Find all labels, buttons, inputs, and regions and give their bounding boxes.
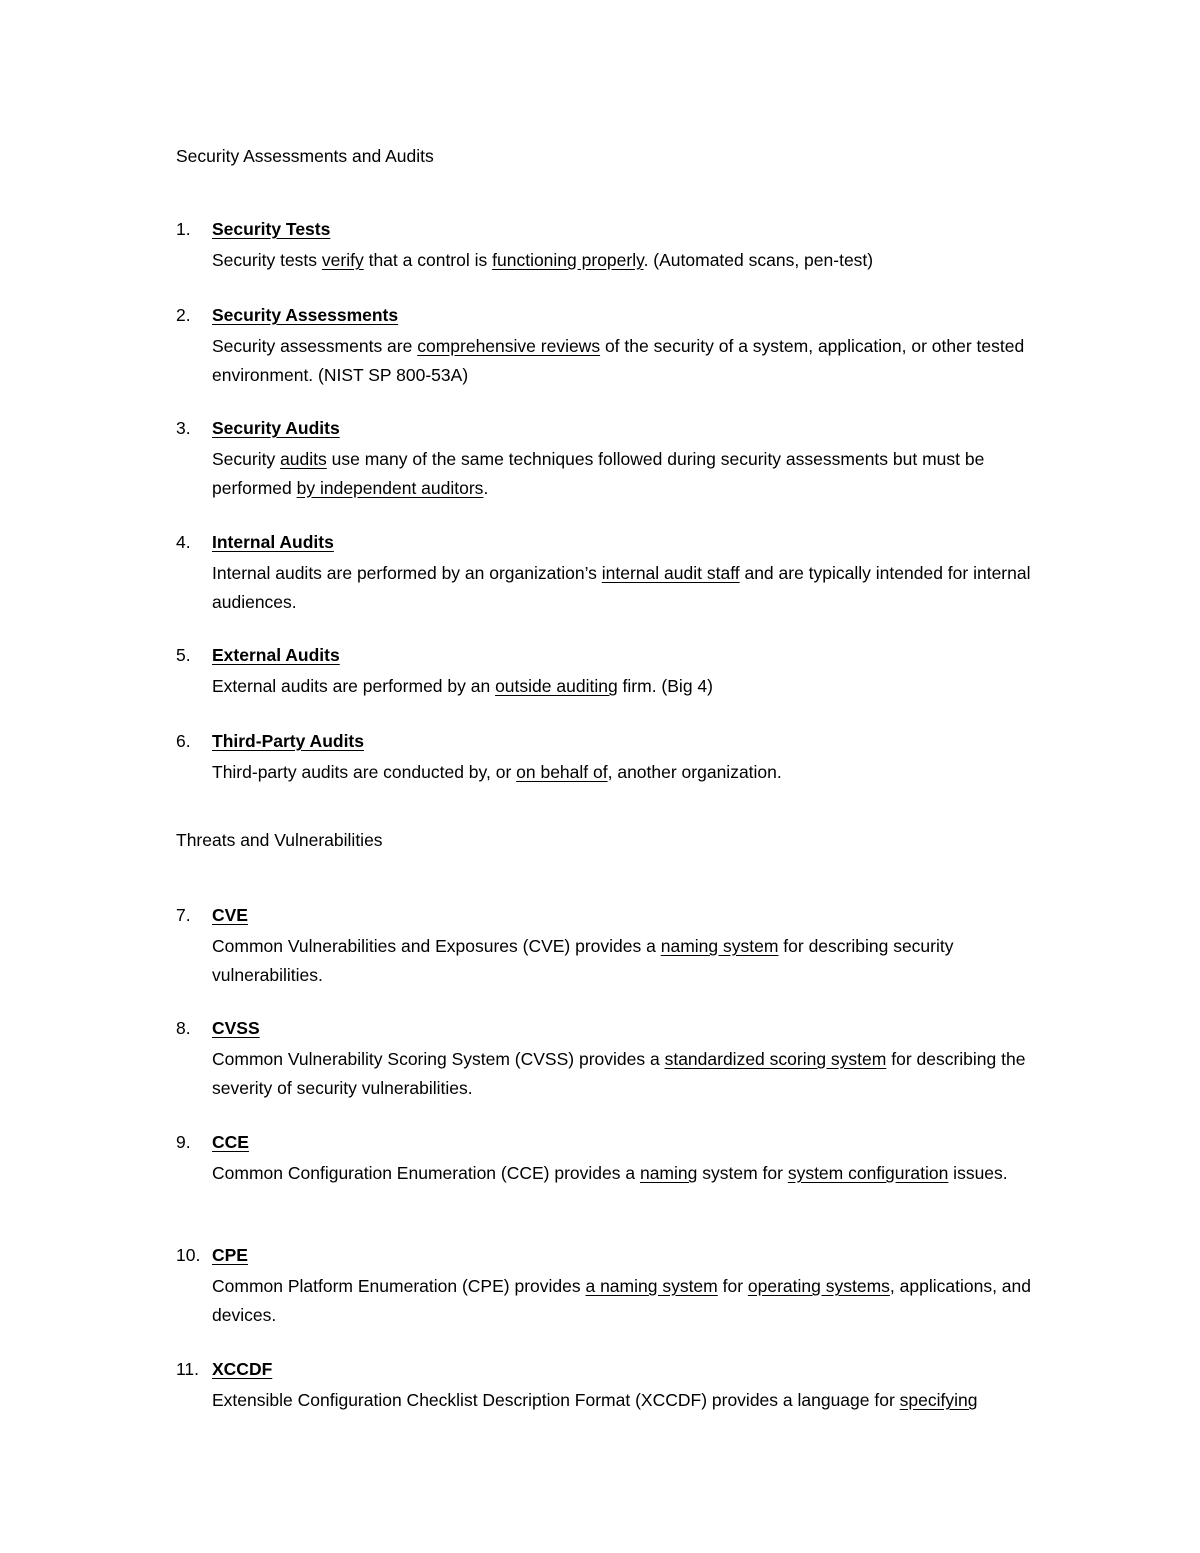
item-number: 8. <box>176 1018 191 1038</box>
item-description <box>212 1159 1062 1188</box>
item-term: Security Tests <box>212 219 331 239</box>
list-item-internal-audits <box>176 531 1076 616</box>
underlined-phrase: internal audit staff <box>601 563 740 583</box>
description-text: Common Configuration Enumeration (CCE) provides a <box>212 1163 640 1183</box>
description-text: Security <box>212 449 281 469</box>
underlined-phrase: by independent auditors <box>296 477 484 498</box>
description-text: system for <box>697 1163 788 1183</box>
item-number: 5. <box>176 645 191 665</box>
underlined-phrase: comprehensive reviews <box>417 336 601 356</box>
description-text: , applications, and devices. <box>212 1276 1031 1325</box>
list-item-xccdf <box>176 1358 1076 1415</box>
description-text: for describing the severity of security vulnerabilities. <box>212 1049 1026 1098</box>
item-number: 11. <box>176 1359 200 1379</box>
description-text: and are typically intended for internal audiences. <box>212 563 1031 612</box>
item-description <box>212 1272 1062 1329</box>
description-text: for describing security vulnerabilities. <box>212 936 954 985</box>
item-term: Internal Audits <box>212 532 334 552</box>
item-number: 6. <box>176 731 191 751</box>
item-term: CPE <box>212 1245 248 1265</box>
underlined-phrase: specifying <box>899 1390 978 1410</box>
description-text: of the security of a system, application, or other tested environment. (NIST SP 800-53A) <box>212 336 1025 385</box>
item-number: 9. <box>176 1132 191 1152</box>
item-description <box>212 758 1062 787</box>
list-item-third-party-audits <box>176 730 1076 787</box>
item-description <box>212 1386 1062 1415</box>
item-description <box>212 246 1062 275</box>
description-text: Extensible Configuration Checklist Description Format (XCCDF) provides a language for <box>212 1390 900 1410</box>
underlined-phrase: verify <box>321 250 364 270</box>
section-heading-assessments: Security Assessments and Audits <box>176 146 434 166</box>
description-text: for <box>717 1276 748 1296</box>
item-number: 2. <box>176 305 191 325</box>
underlined-phrase: standardized scoring system <box>664 1049 887 1069</box>
underlined-phrase: on behalf of <box>516 762 608 782</box>
item-description <box>212 559 1062 616</box>
item-description <box>212 1045 1062 1102</box>
underlined-phrase: naming system <box>660 936 779 956</box>
item-term: Security Audits <box>212 418 340 438</box>
description-text: Common Vulnerabilities and Exposures (CVE) provides a <box>212 936 661 956</box>
description-text: . <box>483 477 489 498</box>
list-item-external-audits <box>176 644 1076 701</box>
description-text: Security tests <box>212 250 322 270</box>
section-heading-threats: Threats and Vulnerabilities <box>176 830 383 850</box>
list-item-security-audits <box>176 417 1076 502</box>
description-text: Internal audits are performed by an organization’s <box>212 563 602 583</box>
underlined-phrase: outside auditing <box>495 676 618 696</box>
item-term: XCCDF <box>212 1359 273 1379</box>
list-item-cvss <box>176 1017 1076 1102</box>
description-text: issues. <box>948 1163 1008 1183</box>
description-text: , another organization. <box>607 762 782 782</box>
item-description <box>212 445 1062 502</box>
underlined-phrase: operating systems <box>747 1276 890 1296</box>
description-text: . (Automated scans, pen-test) <box>643 250 874 270</box>
description-text: use many of the same techniques followed during security assessments but must be performed <box>212 449 985 498</box>
list-item-security-tests <box>176 218 1076 275</box>
item-number: 10. <box>176 1245 201 1265</box>
item-number: 4. <box>176 532 191 552</box>
item-term: CVE <box>212 905 248 925</box>
description-text: Security assessments are <box>212 336 418 356</box>
list-item-cve <box>176 904 1076 989</box>
underlined-phrase: a naming system <box>585 1276 718 1296</box>
item-term: CCE <box>212 1132 249 1152</box>
description-text: Third-party audits are conducted by, or <box>212 762 517 782</box>
list-item-cce <box>176 1131 1076 1188</box>
underlined-phrase: functioning properly <box>492 250 644 270</box>
list-item-security-assessments <box>176 304 1076 389</box>
description-text: firm. (Big 4) <box>617 676 713 696</box>
description-text: External audits are performed by an <box>212 676 496 696</box>
underlined-phrase: naming <box>639 1163 698 1183</box>
description-text: that a control is <box>363 250 493 270</box>
item-description <box>212 332 1062 389</box>
item-number: 1. <box>176 219 191 239</box>
description-text: Common Vulnerability Scoring System (CVSS) provides a <box>212 1049 665 1069</box>
item-number: 7. <box>176 905 191 925</box>
item-description <box>212 672 1062 701</box>
item-term: CVSS <box>212 1018 260 1038</box>
item-term: External Audits <box>212 645 340 665</box>
item-term: Security Assessments <box>212 305 399 325</box>
item-term: Third-Party Audits <box>212 731 364 751</box>
item-number: 3. <box>176 418 191 438</box>
list-item-cpe <box>176 1244 1076 1329</box>
description-text: Common Platform Enumeration (CPE) provides <box>212 1276 586 1296</box>
underlined-phrase: system configuration <box>787 1163 949 1183</box>
item-description <box>212 932 1062 989</box>
underlined-phrase: audits <box>280 449 327 469</box>
